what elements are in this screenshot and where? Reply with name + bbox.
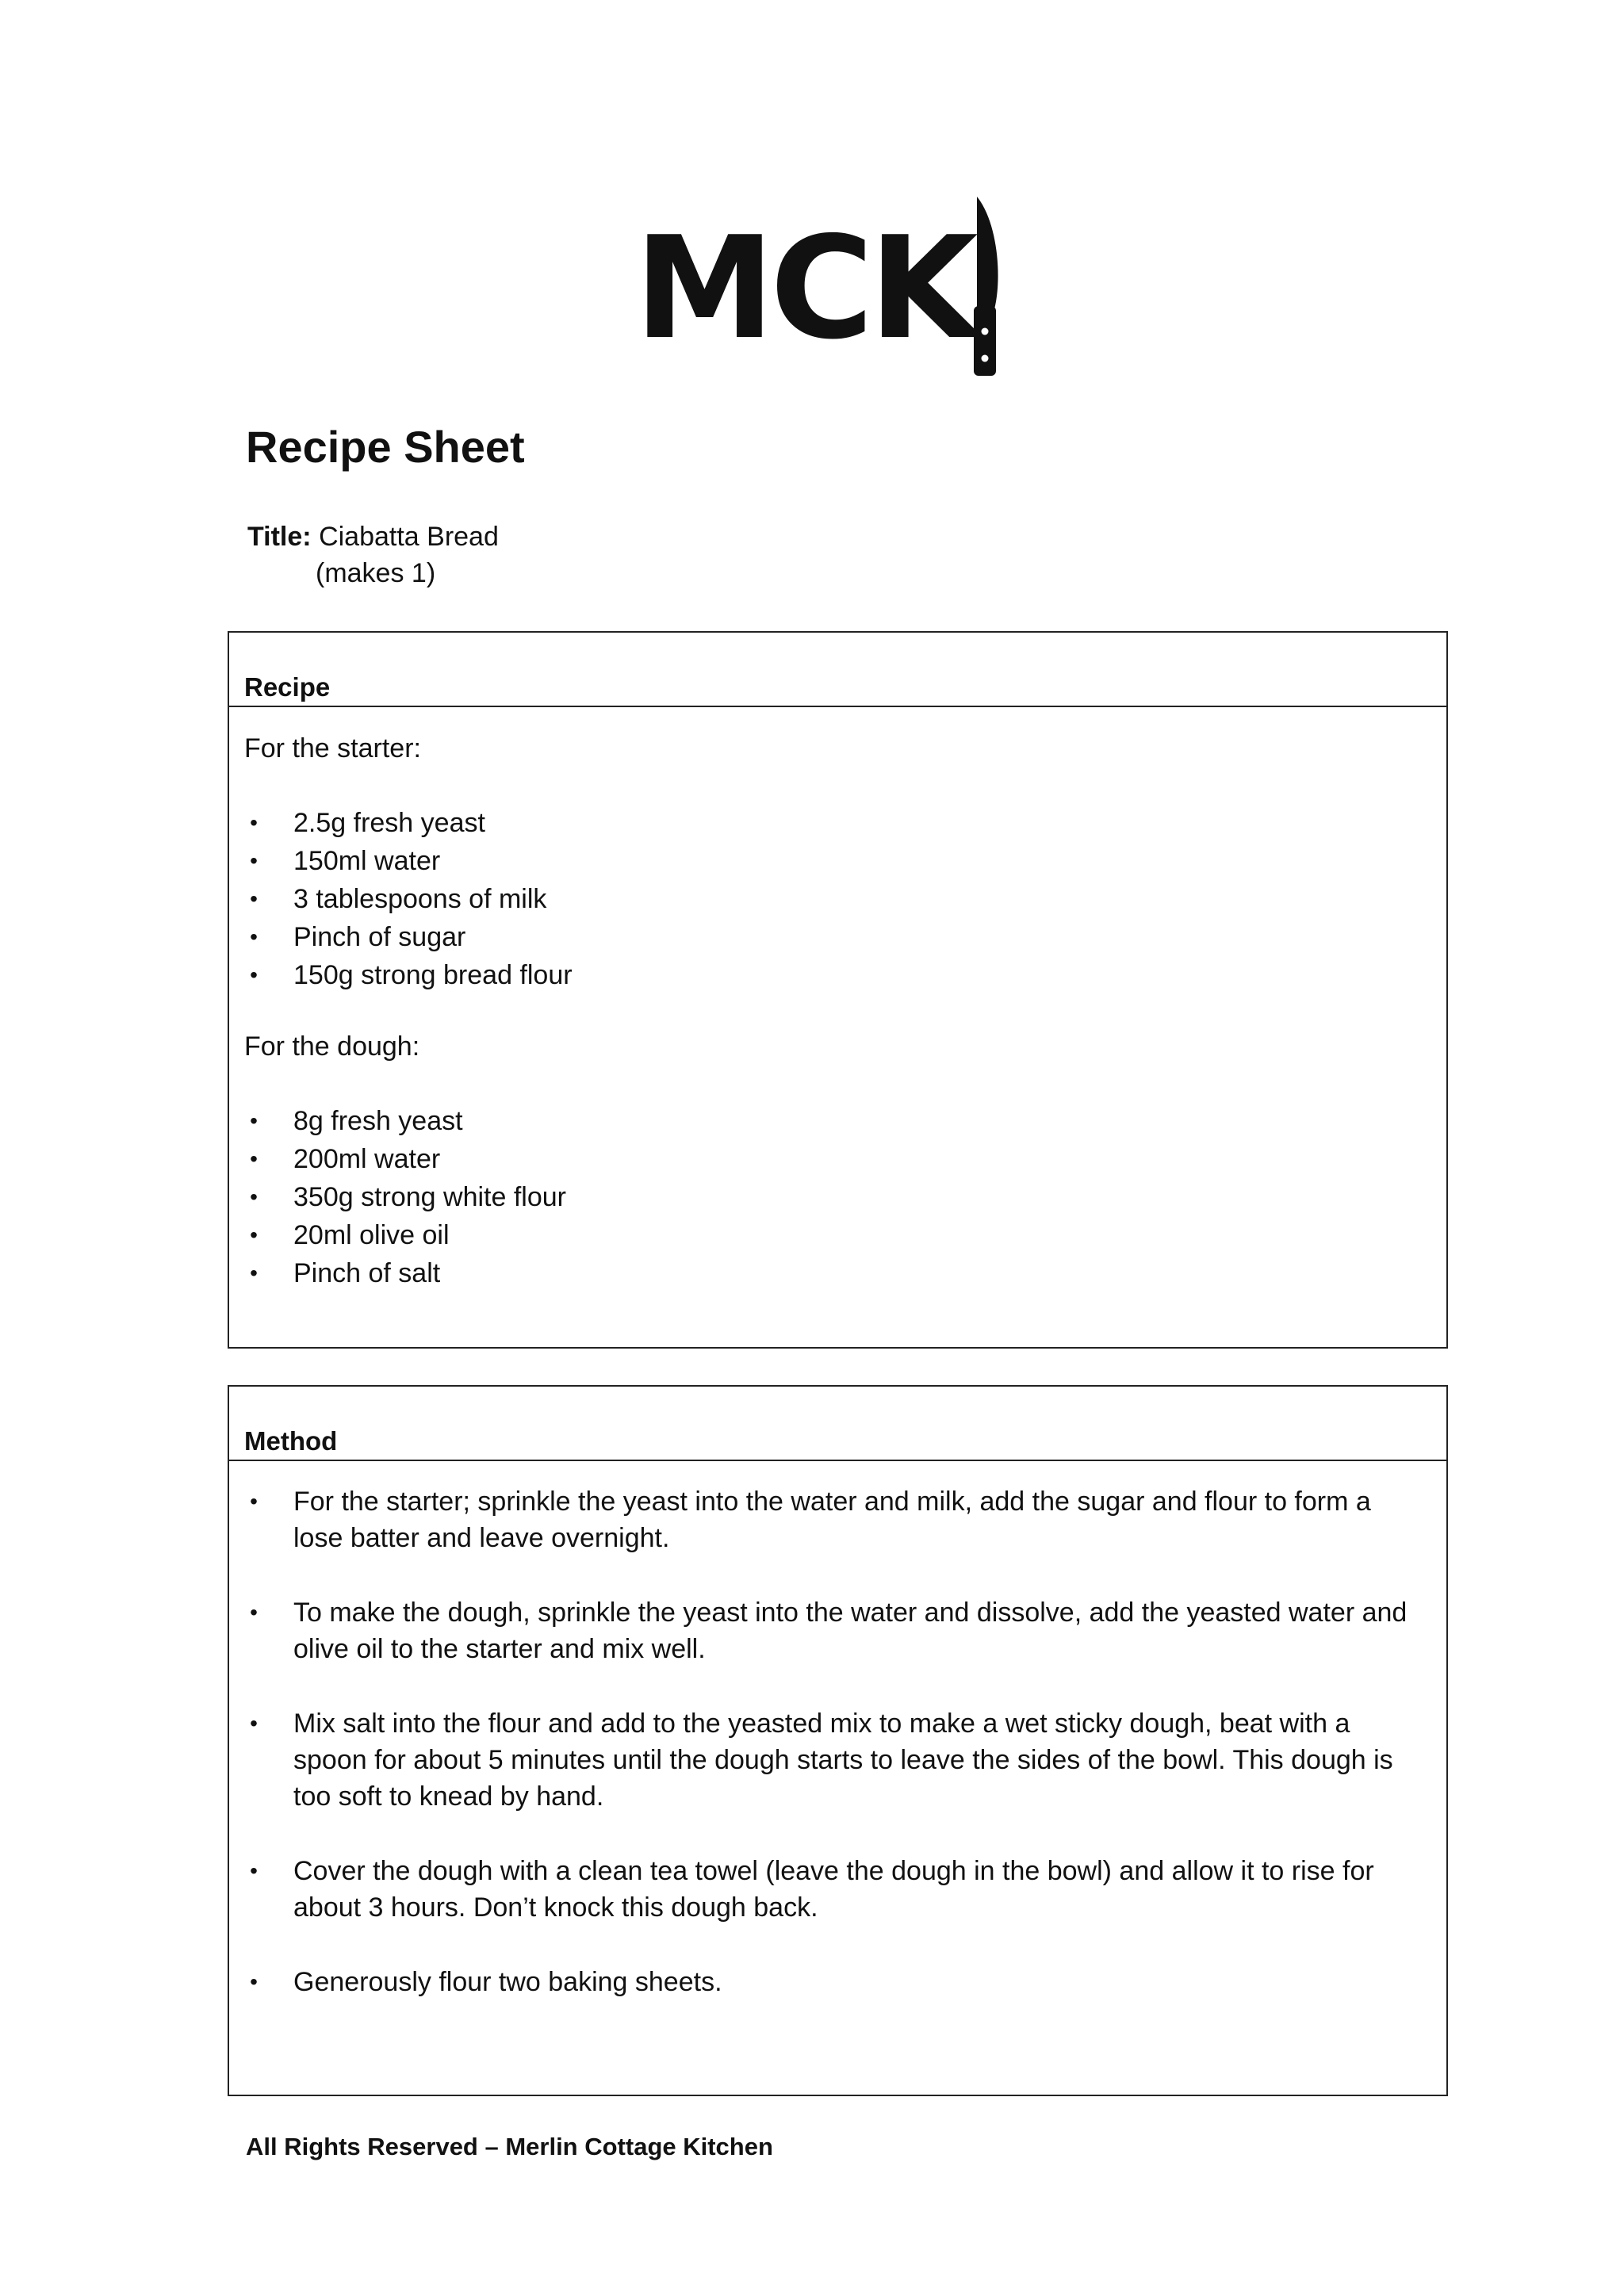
recipe-header: Recipe [244,672,331,702]
method-header: Method [244,1426,338,1456]
knife-icon [974,197,998,376]
title-label: Title: [247,522,312,552]
method-step-text: Mix salt into the flour and add to the yeasted mix to make a wet sticky dough, beat with a spoon for about 5 minutes until the dough starts to leave the sides of the bowl. This dough is too soft to knead by hand. [293,1709,1393,1812]
method-steps [244,1483,1431,2000]
bullet-icon: • [250,848,258,873]
method-step-text: For the starter; sprinkle the yeast into the water and milk, add the sugar and flour to form a lose batter and leave overnight. [293,1487,1371,1553]
ingredient-item [244,1178,1431,1216]
recipe-box [228,631,1448,1349]
bullet-icon: • [250,1858,258,1883]
bullet-icon: • [250,1489,258,1513]
ingredient-text: Pinch of sugar [293,922,466,952]
bullet-icon: • [250,1223,258,1247]
method-step-text: Generously flour two baking sheets. [293,1967,722,1997]
method-box [228,1385,1448,2096]
title-value: Ciabatta Bread [319,522,499,552]
method-step-text: Cover the dough with a clean tea towel (leave the dough in the bowl) and allow it to rise for about 3 hours. Don’t knock this dough back. [293,1856,1374,1923]
bullet-icon: • [250,1108,258,1133]
recipe-body [229,707,1446,1292]
ingredient-text: 350g strong white flour [293,1182,566,1212]
method-box-header [229,1387,1446,1461]
ingredient-text: Pinch of salt [293,1258,441,1288]
copyright-footer: All Rights Reserved – Merlin Cottage Kitchen [246,2133,773,2160]
method-step-text: To make the dough, sprinkle the yeast into the water and dissolve, add the yeasted water and olive oil to the starter and mix well. [293,1598,1408,1664]
ingredient-item [244,1140,1431,1178]
bullet-icon: • [250,810,258,835]
ingredient-list [244,1102,1431,1292]
bullet-icon: • [250,924,258,949]
bullet-icon: • [250,962,258,987]
ingredient-item [244,956,1431,994]
method-step [244,1705,1431,1815]
ingredient-text: 20ml olive oil [293,1220,450,1250]
ingredient-text: 150g strong bread flour [293,960,573,990]
bullet-icon: • [250,1184,258,1209]
recipe-box-header [229,633,1446,707]
method-step [244,1853,1431,1926]
ingredient-text: 200ml water [293,1144,441,1174]
bullet-icon: • [250,1711,258,1735]
ingredient-item [244,1254,1431,1292]
method-step [244,1483,1431,1556]
ingredient-text: 2.5g fresh yeast [293,808,485,838]
bullet-icon: • [250,1261,258,1285]
ingredient-text: 150ml water [293,846,441,876]
ingredient-item [244,918,1431,956]
recipe-title [247,519,499,591]
mck-logo [634,190,1015,381]
ingredient-list [244,804,1431,994]
bullet-icon: • [250,886,258,911]
ingredient-item [244,842,1431,880]
bullet-icon: • [250,1969,258,1994]
ingredient-item [244,1102,1431,1140]
ingredient-text: 8g fresh yeast [293,1106,463,1136]
section-label: For the starter: [244,733,421,763]
ingredient-text: 3 tablespoons of milk [293,884,547,914]
ingredient-item [244,880,1431,918]
page-title: Recipe Sheet [246,422,525,472]
bullet-icon: • [250,1146,258,1171]
ingredient-item [244,1216,1431,1254]
method-body [229,1461,1446,2000]
ingredient-item [244,804,1431,842]
method-step [244,1964,1431,2000]
bullet-icon: • [250,1600,258,1624]
section-label: For the dough: [244,1031,420,1062]
method-step [244,1594,1431,1667]
title-subtitle: (makes 1) [316,558,436,588]
svg-text:MCK: MCK [634,206,974,370]
